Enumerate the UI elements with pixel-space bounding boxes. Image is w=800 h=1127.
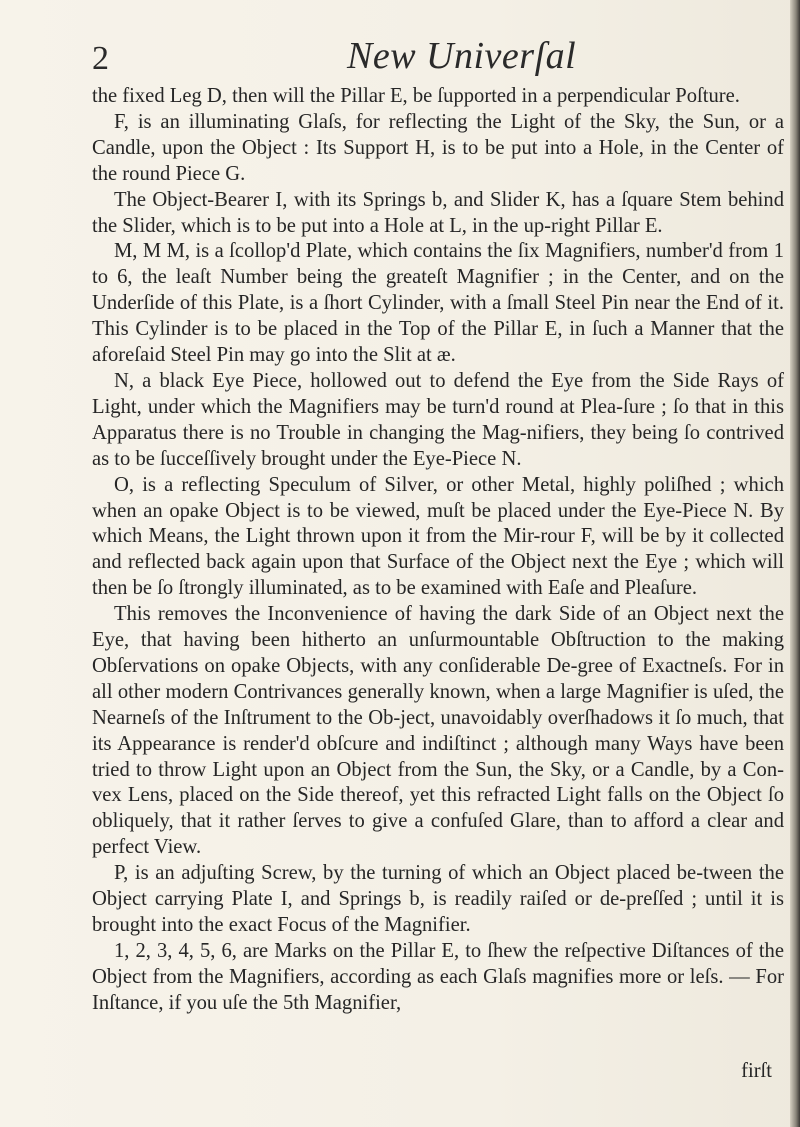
- body-text: [92, 84, 784, 1017]
- paragraph-illuminating-glass: F, is an illuminating Glaſs, for reflecting the Light of the Sky, the Sun, or a Candle, upon the Object : Its Support H, is to be put into a Hole, in the Center of the round Piece G.: [92, 110, 784, 185]
- page-number: 2: [92, 40, 109, 77]
- paragraph-speculum: O, is a reflecting Speculum of Silver, or other Metal, highly poliſhed ; which when an opake Object is to be viewed, muſt be placed under the Eye-Piece N. By which Means, the Light thrown upon it from the Mir-rour F, will be by it collected and reflected back again upon that Surface of the Object next the Eye ; which will then be ſo ſtrongly illuminated, as to be examined with Eaſe and Pleaſure.: [92, 473, 784, 600]
- paragraph-adjusting-screw: P, is an adjuſting Screw, by the turning of which an Object placed be-tween the Object carrying Plate I, and Springs b, is readily raiſed or de-preſſed ; until it is brought into the exact Focus of the Magnifier.: [92, 862, 784, 936]
- paragraph-inconvenience: This removes the Inconvenience of having the dark Side of an Object next the Eye, that having been hitherto an unſurmountable Obſtruction to the making Obſervations on opake Objects, with any conſiderable De-gree of Exactneſs. For in all other modern Contrivances generally known, when a large Magnifier is uſed, the Nearneſs of the Inſtrument to the Ob-ject, unavoidably overſhadows it ſo much, that its Appearance is render'd obſcure and indiſtinct ; although many Ways have been tried to throw Light upon an Object from the Sun, the Sky, or a Candle, by a Con-vex Lens, placed on the Side thereof, yet this refracted Light falls on the Object ſo obliquely, that it rather ſerves to give a confuſed Glare, than to afford a clear and perfect View.: [92, 603, 784, 859]
- page-edge-shadow: [790, 0, 800, 1127]
- paragraph-eye-piece: N, a black Eye Piece, hollowed out to defend the Eye from the Side Rays of Light, under which the Magnifiers may be turn'd round at Plea-ſure ; ſo that in this Apparatus there is no Trouble in changing the Mag-nifiers, they being ſo contrived as to be ſucceſſively brought under the Eye-Piece N.: [92, 369, 784, 470]
- catchword: firſt: [741, 1060, 772, 1082]
- paragraph-scollop-plate: M, M M, is a ſcollop'd Plate, which contains the ſix Magnifiers, number'd from 1 to 6, the leaſt Number being the greateſt Magnifier ; in the Center, and on the Underſide of this Plate, is a ſhort Cylinder, with a ſmall Steel Pin near the End of it. This Cylinder is to be placed in the Top of the Pillar E, in ſuch a Manner that the aforeſaid Steel Pin may go into the Slit at æ.: [92, 240, 784, 367]
- page-header: [92, 30, 782, 90]
- paragraph-fixed-leg: the fixed Leg D, then will the Pillar E, be ſupported in a perpendicular Poſture.: [92, 85, 740, 107]
- paragraph-object-bearer: The Object-Bearer I, with its Springs b, and Slider K, has a ſquare Stem behind the Slider, which is to be put into a Hole at L, in the up-right Pillar E.: [92, 188, 784, 237]
- paragraph-marks: 1, 2, 3, 4, 5, 6, are Marks on the Pillar E, to ſhew the reſpective Diſtances of the Object from the Magnifiers, according as each Glaſs magnifies more or leſs. — For Inſtance, if you uſe the 5th Magnifier,: [92, 939, 784, 1014]
- running-head: New Univerſal: [347, 35, 577, 77]
